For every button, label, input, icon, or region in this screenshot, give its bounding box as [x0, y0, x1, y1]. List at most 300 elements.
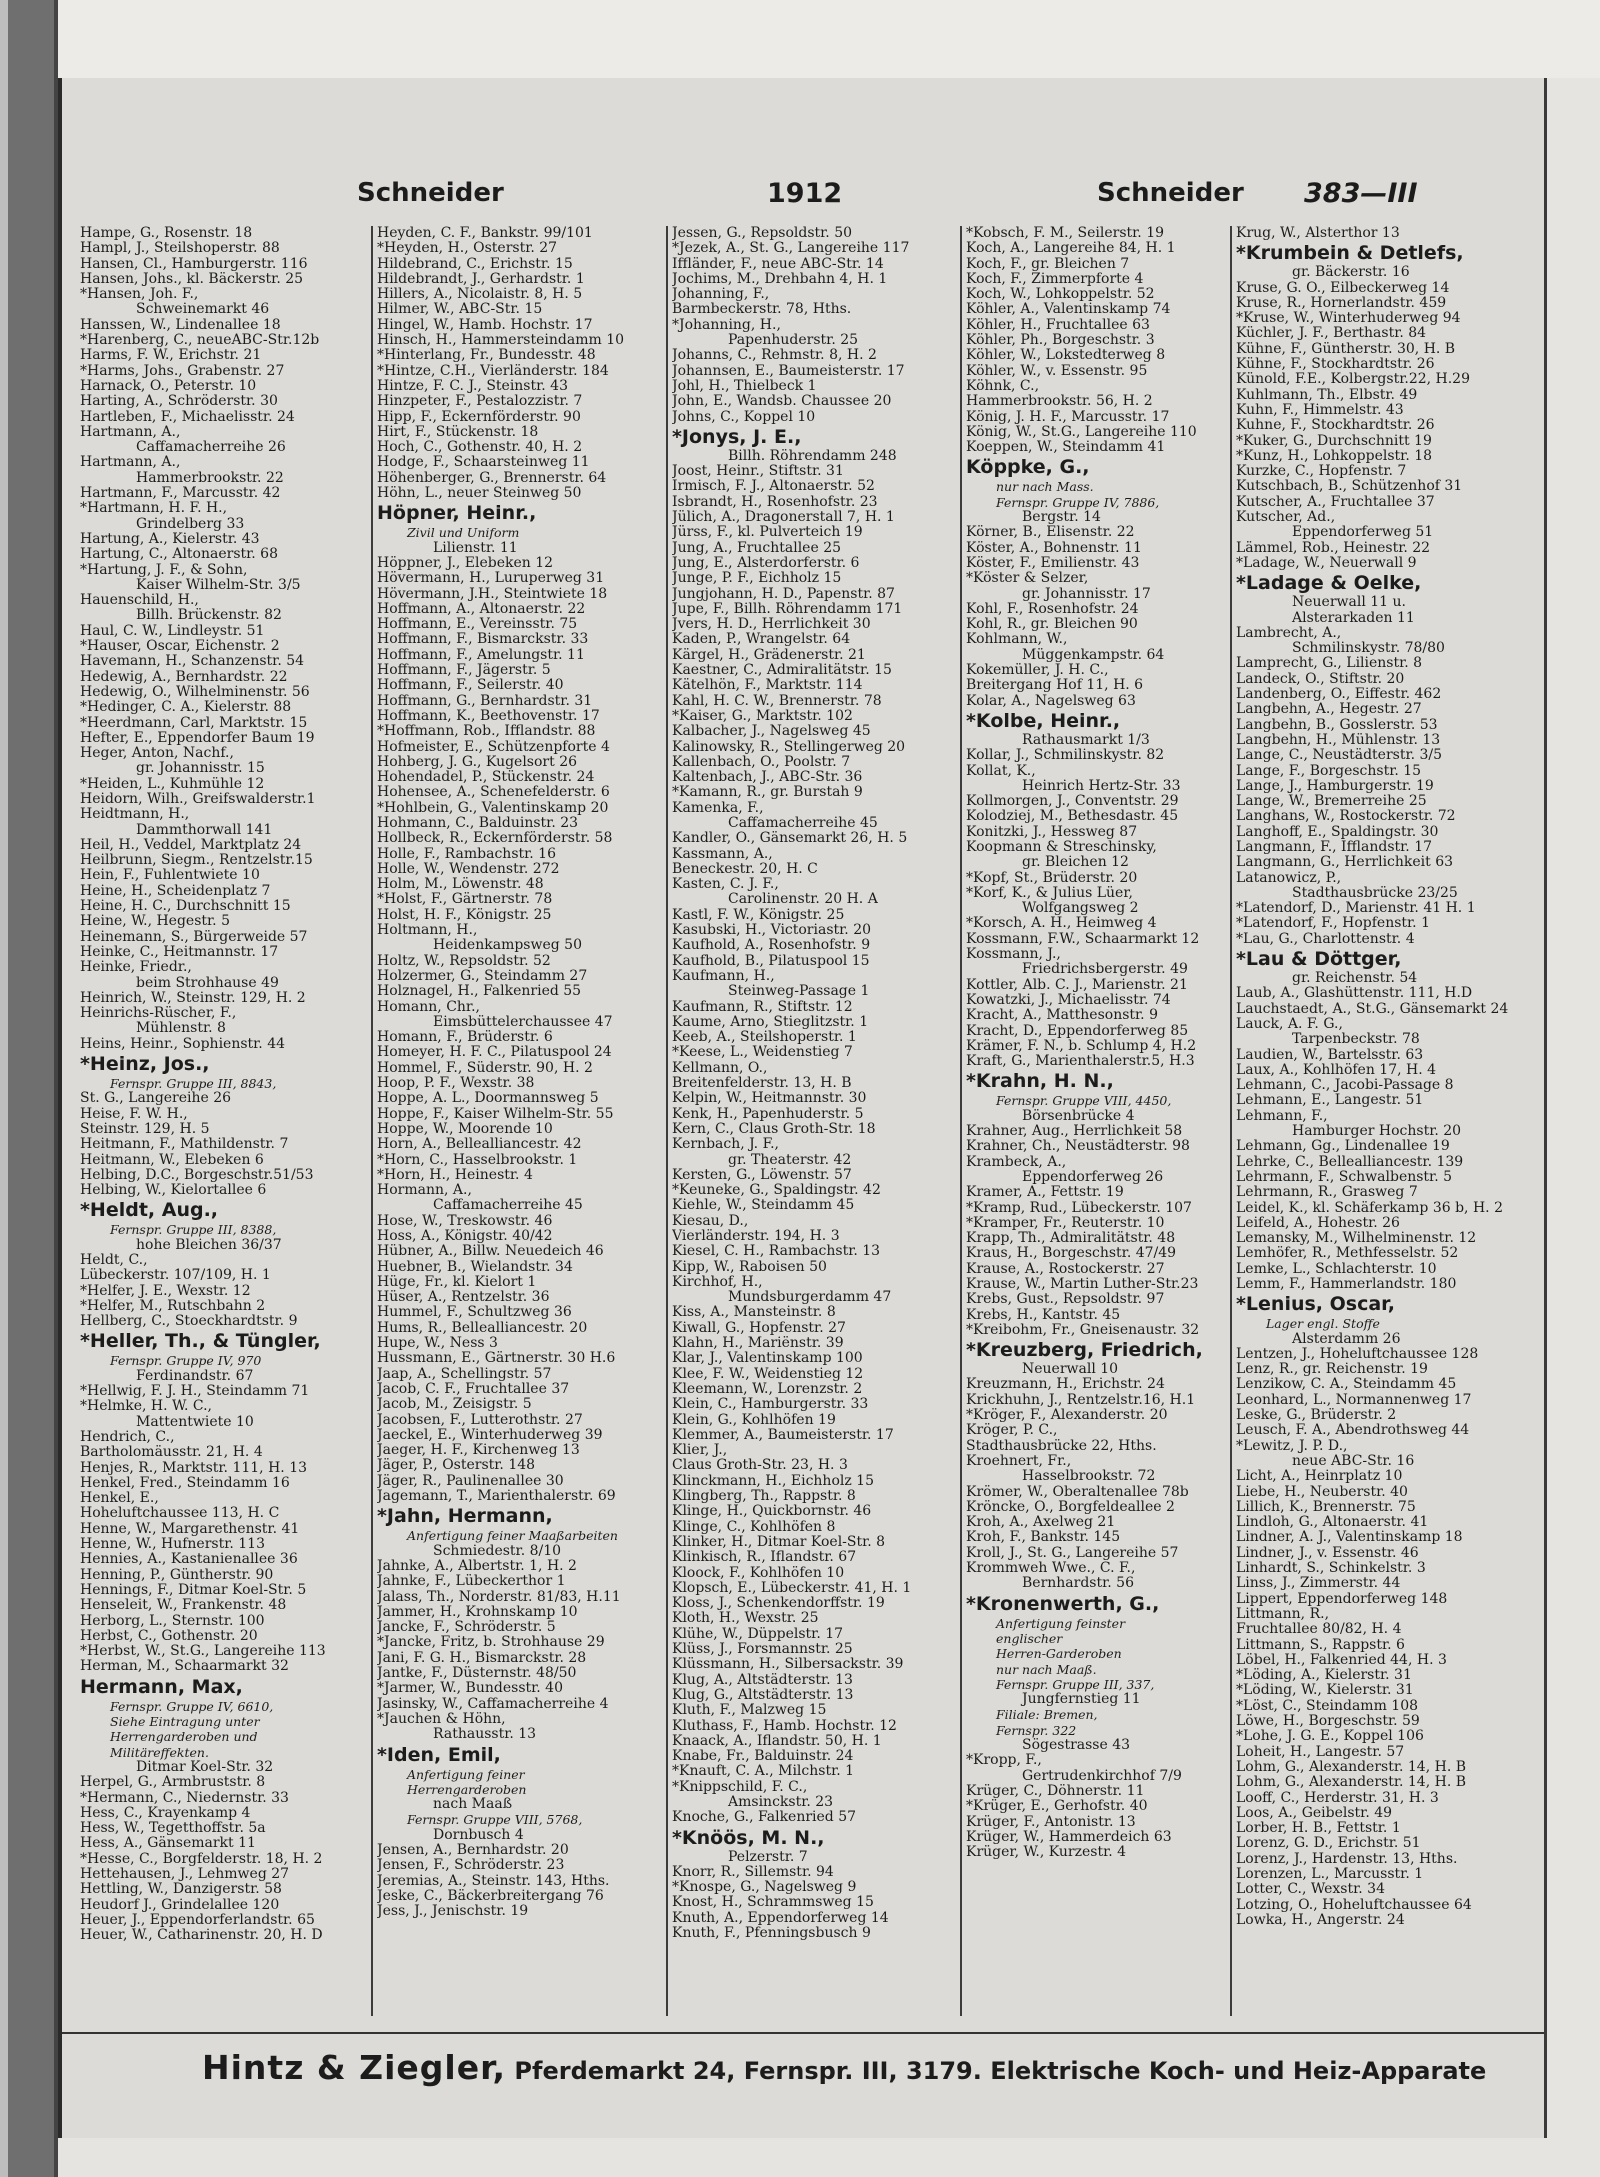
- directory-entry: Barmbeckerstr. 78, Hths.: [672, 302, 852, 318]
- directory-entry: Heilbrunn, Siegm., Rentzelstr.15: [80, 853, 313, 869]
- directory-entry: Liebe, H., Neuberstr. 40: [1236, 1484, 1408, 1500]
- directory-entry: Hefter, E., Eppendorfer Baum 19: [80, 730, 315, 746]
- directory-entry: Kutscher, Ad.,: [1236, 510, 1336, 526]
- directory-entry: Heidenkampsweg 50: [433, 938, 582, 954]
- directory-entry: Kiss, A., Mansteinstr. 8: [672, 1305, 836, 1321]
- directory-entry: Fernspr. Gruppe IV, 7886,: [996, 494, 1160, 510]
- directory-entry: Höppner, J., Elebeken 12: [377, 555, 554, 571]
- directory-entry: Kersten, G., Löwenstr. 57: [672, 1167, 852, 1183]
- directory-entry: Lotter, C., Wexstr. 34: [1236, 1882, 1385, 1898]
- directory-entry: Kracht, D., Eppendorferweg 85: [966, 1023, 1189, 1039]
- directory-entry: Steinweg-Passage 1: [728, 984, 870, 1000]
- directory-entry: Klar, J., Valentinskamp 100: [672, 1351, 863, 1367]
- directory-entry: Hasselbrookstr. 72: [1022, 1469, 1156, 1485]
- directory-entry: *Hoffmann, Rob., Ifflandstr. 88: [377, 724, 596, 740]
- directory-entry: Papenhuderstr. 25: [728, 333, 859, 349]
- directory-entry: Hinsch, H., Hammersteindamm 10: [377, 333, 625, 349]
- directory-entry: *Knippschild, F. C.,: [672, 1779, 808, 1795]
- directory-entry: Kroh, A., Axelweg 21: [966, 1515, 1116, 1531]
- directory-entry: Kohl, R., gr. Bleichen 90: [966, 617, 1138, 633]
- directory-entry: *Jarmer, W., Bundesstr. 40: [377, 1681, 563, 1697]
- page-year: 1912: [767, 178, 843, 209]
- directory-entry: *Jauchen & Höhn,: [377, 1711, 506, 1727]
- directory-entry: Henjes, R., Marktstr. 111, H. 13: [80, 1460, 308, 1476]
- directory-entry: Kruse, G. O., Eilbeckerweg 14: [1236, 280, 1450, 296]
- directory-entry: Langbehn, B., Gosslerstr. 53: [1236, 717, 1438, 733]
- directory-entry: Hampe, G., Rosenstr. 18: [80, 226, 253, 241]
- directory-entry: Krapp, Th., Admiralitätstr. 48: [966, 1231, 1176, 1247]
- directory-entry: Krahner, Ch., Neustädterstr. 98: [966, 1139, 1190, 1155]
- directory-entry: Kloss, J., Schenkendorffstr. 19: [672, 1596, 885, 1612]
- directory-entry: Kluthass, F., Hamb. Hochstr. 12: [672, 1718, 897, 1734]
- directory-entry: Heinrich Hertz-Str. 33: [1022, 778, 1181, 794]
- directory-entry: Hedewig, A., Bernhardstr. 22: [80, 669, 288, 685]
- directory-entry: Krüger, W., Hammerdeich 63: [966, 1829, 1172, 1845]
- directory-entry: Dornbusch 4: [433, 1827, 524, 1843]
- directory-entry: Hampl, J., Steilshoperstr. 88: [80, 241, 280, 257]
- directory-entry: Kärgel, H., Grädenerstr. 21: [672, 647, 866, 663]
- directory-entry: *Kröger, F., Alexanderstr. 20: [966, 1408, 1168, 1424]
- directory-entry: Heitmann, W., Elebeken 6: [80, 1152, 264, 1168]
- directory-entry: Krebs, H., Kantstr. 45: [966, 1307, 1121, 1323]
- directory-entry: Kaufmann, R., Stiftstr. 12: [672, 999, 853, 1015]
- directory-entry: Koopmann & Streschinsky,: [966, 839, 1157, 855]
- directory-entry: *Kopf, St., Brüderstr. 20: [966, 870, 1138, 886]
- directory-entry: *Hauser, Oscar, Eichenstr. 2: [80, 639, 280, 655]
- directory-entry: Hohensee, A., Schenefelderstr. 6: [377, 785, 610, 801]
- directory-entry: Hettehausen, J., Lehmweg 27: [80, 1866, 290, 1882]
- column-2: [377, 226, 663, 2016]
- directory-entry: Landeck, O., Stiftstr. 20: [1236, 671, 1405, 687]
- directory-entry: Jensen, F., Schröderstr. 23: [377, 1858, 565, 1874]
- directory-entry: Pelzerstr. 7: [728, 1849, 808, 1865]
- directory-entry: Siehe Eintragung unter: [110, 1714, 260, 1730]
- directory-entry: Hermann, Max,: [80, 1675, 243, 1698]
- directory-entry: Lotzing, O., Hoheluftchaussee 64: [1236, 1897, 1472, 1913]
- directory-entry: Kuhne, F., Stockhardtstr. 26: [1236, 418, 1435, 434]
- directory-entry: Herrengarderoben und: [110, 1729, 258, 1745]
- directory-entry: Fernspr. Gruppe IV, 6610,: [110, 1698, 274, 1714]
- directory-entry: Lenz, R., gr. Reichenstr. 19: [1236, 1362, 1428, 1378]
- directory-entry: Kossmann, F.W., Schaarmarkt 12: [966, 931, 1200, 947]
- directory-entry: Lemke, L., Schlachterstr. 10: [1236, 1261, 1437, 1277]
- directory-entry: Hammerbrookstr. 56, H. 2: [966, 394, 1153, 410]
- directory-entry: Löwe, H., Borgeschstr. 59: [1236, 1714, 1420, 1730]
- directory-entry: Harms, F. W., Erichstr. 21: [80, 348, 262, 364]
- directory-entry: Neuerwall 10: [1022, 1362, 1119, 1378]
- directory-entry: *Herbst, W., St.G., Langereihe 113: [80, 1644, 326, 1660]
- directory-entry: *Lohe, J. G. E., Koppel 106: [1236, 1729, 1424, 1745]
- directory-entry: Holst, H. F., Königstr. 25: [377, 907, 552, 923]
- directory-entry: Kleemann, W., Lorenzstr. 2: [672, 1381, 863, 1397]
- directory-entry: Küchler, J. F., Berthastr. 84: [1236, 326, 1427, 342]
- directory-entry: Kaufhold, A., Rosenhofstr. 9: [672, 938, 871, 954]
- directory-entry: Latanowicz, P.,: [1236, 870, 1342, 886]
- directory-entry: Koch, A., Langereihe 84, H. 1: [966, 241, 1176, 257]
- directory-entry: *Hansen, Joh. F.,: [80, 287, 199, 303]
- directory-entry: König, W., St.G., Langereihe 110: [966, 424, 1197, 440]
- directory-entry: Lippert, Eppendorferweg 148: [1236, 1591, 1448, 1607]
- directory-entry: Kraft, G., Marienthalerstr.5, H.3: [966, 1054, 1195, 1070]
- directory-entry: *Horn, C., Hasselbrookstr. 1: [377, 1152, 578, 1168]
- directory-entry: *Keese, L., Weidenstieg 7: [672, 1045, 853, 1061]
- directory-entry: Lowka, H., Angerstr. 24: [1236, 1912, 1405, 1928]
- directory-entry: Anfertigung feiner Maaßarbeiten: [407, 1528, 618, 1544]
- directory-entry: Loheit, H., Langestr. 57: [1236, 1744, 1405, 1760]
- directory-entry: Lillich, K., Brennerstr. 75: [1236, 1499, 1416, 1515]
- directory-entry: Kaufmann, H.,: [672, 968, 775, 984]
- directory-entry: *Löding, W., Kielerstr. 31: [1236, 1683, 1414, 1699]
- directory-entry: Kloth, H., Wexstr. 25: [672, 1611, 819, 1627]
- directory-entry: Hillers, A., Nicolaistr. 8, H. 5: [377, 287, 583, 303]
- directory-entry: Hüser, A., Rentzelstr. 36: [377, 1290, 550, 1306]
- directory-entry: Hein, F., Fuhlentwiete 10: [80, 868, 260, 884]
- directory-entry: Hormann, A.,: [377, 1183, 472, 1199]
- column-divider: [666, 226, 668, 2016]
- directory-entry: Helbing, W., Kielortallee 6: [80, 1183, 267, 1199]
- directory-entry: Hoch, C., Gothenstr. 40, H. 2: [377, 440, 583, 456]
- directory-entry: Keeb, A., Steilshoperstr. 1: [672, 1030, 857, 1046]
- directory-entry: Hartmann, A.,: [80, 424, 181, 440]
- directory-entry: Köhnk, C.,: [966, 378, 1040, 394]
- directory-entry: Landenberg, O., Eiffestr. 462: [1236, 687, 1442, 703]
- directory-entry: Fruchtallee 80/82, H. 4: [1236, 1622, 1402, 1638]
- column-3: [672, 226, 958, 2016]
- directory-entry: Kottler, Alb. C. J., Marienstr. 21: [966, 977, 1188, 993]
- directory-entry: Billh. Röhrendamm 248: [728, 448, 897, 464]
- directory-entry: Kröncke, O., Borgfeldeallee 2: [966, 1499, 1175, 1515]
- directory-entry: Kenk, H., Papenhuderstr. 5: [672, 1106, 864, 1122]
- directory-entry: Kuhlmann, Th., Elbstr. 49: [1236, 387, 1418, 403]
- directory-entry: Jammer, H., Krohnskamp 10: [377, 1604, 578, 1620]
- directory-entry: Hodge, F., Schaarsteinweg 11: [377, 455, 590, 471]
- directory-entry: *Jancke, Fritz, b. Strohhause 29: [377, 1635, 605, 1651]
- directory-entry: Lehmann, F.,: [1236, 1108, 1328, 1124]
- directory-entry: Löbel, H., Falkenried 44, H. 3: [1236, 1652, 1447, 1668]
- directory-entry: Kiehle, W., Steindamm 45: [672, 1198, 855, 1214]
- directory-entry: Amsinckstr. 23: [728, 1794, 834, 1810]
- directory-entry: *Knauft, C. A., Milchstr. 1: [672, 1764, 855, 1780]
- directory-entry: Hess, C., Krayenkamp 4: [80, 1805, 251, 1821]
- directory-entry: Köhler, W., v. Essenstr. 95: [966, 363, 1148, 379]
- directory-entry: Isbrandt, H., Rosenhofstr. 23: [672, 494, 878, 510]
- directory-entry: Heine, H. C., Durchschnitt 15: [80, 899, 291, 915]
- directory-entry: Heine, W., Hegestr. 5: [80, 914, 230, 930]
- directory-entry: *Heldt, Aug.,: [80, 1199, 219, 1222]
- directory-entry: *Kropp, F.,: [966, 1753, 1042, 1769]
- directory-entry: Klug, G., Altstädterstr. 13: [672, 1687, 854, 1703]
- directory-entry: Klinkisch, R., Iflandstr. 67: [672, 1550, 857, 1566]
- directory-entry: Schmilinskystr. 78/80: [1292, 641, 1445, 657]
- directory-entry: Huebner, B., Wielandstr. 34: [377, 1259, 573, 1275]
- directory-entry: Jeremias, A., Steinstr. 143, Hths.: [377, 1873, 610, 1889]
- directory-entry: Jantke, F., Düsternstr. 48/50: [377, 1666, 577, 1682]
- directory-entry: Jäger, R., Paulinenallee 30: [377, 1473, 564, 1489]
- directory-entry: *Kolbe, Heinr.,: [966, 709, 1121, 732]
- directory-entry: *Kruse, W., Winterhuderweg 94: [1236, 311, 1461, 327]
- directory-entry: Rathausstr. 13: [433, 1727, 537, 1743]
- directory-entry: Jupe, F., Billh. Röhrendamm 171: [672, 601, 903, 617]
- directory-entry: Henkel, E.,: [80, 1491, 159, 1507]
- directory-entry: gr. Johannisstr. 15: [136, 761, 265, 777]
- directory-entry: Lohm, G., Alexanderstr. 14, H. B: [1236, 1759, 1467, 1775]
- directory-entry: Lange, C., Neustädterstr. 3/5: [1236, 748, 1443, 764]
- directory-entry: *Korf, K., & Julius Lüer,: [966, 885, 1133, 901]
- directory-entry: Kollar, J., Schmilinskystr. 82: [966, 748, 1165, 764]
- directory-entry: Hinzpeter, F., Pestalozzistr. 7: [377, 394, 583, 410]
- directory-entry: Kelpin, W., Heitmannstr. 30: [672, 1091, 867, 1107]
- directory-entry: *Kramper, Fr., Reuterstr. 10: [966, 1215, 1165, 1231]
- directory-entry: Kollat, K.,: [966, 763, 1036, 779]
- directory-entry: Gertrudenkirchhof 7/9: [1022, 1768, 1182, 1784]
- directory-entry: Kruse, R., Hornerlandstr. 459: [1236, 295, 1447, 311]
- directory-entry: Jani, F. G. H., Bismarckstr. 28: [377, 1650, 587, 1666]
- directory-entry: Harting, A., Schröderstr. 30: [80, 394, 278, 410]
- directory-entry: Lehmann, C., Jacobi-Passage 8: [1236, 1078, 1454, 1094]
- directory-entry: Kaume, Arno, Stieglitzstr. 1: [672, 1014, 869, 1030]
- directory-entry: *Knöös, M. N.,: [672, 1826, 825, 1849]
- directory-entry: Kollmorgen, J., Conventstr. 29: [966, 794, 1179, 810]
- directory-entry: Eppendorferweg 51: [1292, 525, 1434, 541]
- directory-entry: Kreuzmann, H., Erichstr. 24: [966, 1377, 1165, 1393]
- directory-entry: Carolinenstr. 20 H. A: [728, 892, 878, 908]
- directory-entry: Hartleben, F., Michaelisstr. 24: [80, 409, 295, 425]
- directory-entry: *Köster & Selzer,: [966, 571, 1089, 587]
- directory-entry: Lorenz, J., Hardenstr. 13, Hths.: [1236, 1851, 1458, 1867]
- directory-entry: Knuth, A., Eppendorferweg 14: [672, 1910, 889, 1926]
- directory-entry: Hofmeister, E., Schützenpforte 4: [377, 739, 610, 755]
- directory-entry: Jacobsen, F., Lutterothstr. 27: [377, 1412, 583, 1428]
- directory-entry: Hellberg, C., Stoeckhardtstr. 9: [80, 1314, 298, 1330]
- directory-entry: Hirt, F., Stückenstr. 18: [377, 424, 539, 440]
- directory-entry: Hettling, W., Danzigerstr. 58: [80, 1882, 282, 1898]
- directory-entry: Herman, M., Schaarmarkt 32: [80, 1659, 289, 1675]
- directory-entry: Hartung, C., Altonaerstr. 68: [80, 547, 278, 563]
- directory-entry: Fernspr. Gruppe III, 337,: [996, 1676, 1155, 1692]
- directory-entry: *Kronenwerth, G.,: [966, 1592, 1160, 1615]
- directory-entry: Hövermann, H., Luruperweg 31: [377, 571, 605, 587]
- directory-entry: *Hedinger, C. A., Kielerstr. 88: [80, 700, 292, 716]
- directory-entry: Krahner, Aug., Herrlichkeit 58: [966, 1124, 1183, 1140]
- directory-entry: Müggenkampstr. 64: [1022, 647, 1165, 663]
- directory-entry: *Kuker, G., Durchschnitt 19: [1236, 433, 1432, 449]
- directory-entry: Hendrich, C.,: [80, 1429, 175, 1445]
- directory-entry: Jasinsky, W., Caffamacherreihe 4: [377, 1696, 609, 1712]
- directory-entry: *Helfer, M., Rutschbahn 2: [80, 1298, 266, 1314]
- directory-entry: Kellmann, O.,: [672, 1060, 768, 1076]
- page-header: [62, 178, 1544, 218]
- directory-entry: Klinker, H., Ditmar Koel-Str. 8: [672, 1534, 886, 1550]
- directory-entry: Jvers, H. D., Herrlichkeit 30: [672, 617, 871, 633]
- directory-entry: Laudien, W., Bartelsstr. 63: [1236, 1047, 1424, 1063]
- directory-entry: Johannsen, E., Baumeisterstr. 17: [672, 363, 905, 379]
- directory-entry: Lemm, F., Hammerlandstr. 180: [1236, 1277, 1457, 1292]
- directory-entry: Hoss, A., Königstr. 40/42: [377, 1229, 553, 1244]
- directory-entry: Kaestner, C., Admiralitätstr. 15: [672, 663, 892, 679]
- directory-entry: *Knospe, G., Nagelsweg 9: [672, 1880, 857, 1896]
- directory-entry: Holle, W., Wendenstr. 272: [377, 861, 560, 877]
- directory-entry: Bartholomäusstr. 21, H. 4: [80, 1445, 263, 1461]
- directory-entry: Claus Groth-Str. 23, H. 3: [672, 1458, 848, 1474]
- directory-entry: Klahn, H., Mariënstr. 39: [672, 1336, 844, 1352]
- directory-entry: Klinckmann, H., Eichholz 15: [672, 1473, 874, 1489]
- directory-entry: *Lau, G., Charlottenstr. 4: [1236, 931, 1415, 947]
- directory-entry: *Hohlbein, G., Valentinskamp 20: [377, 800, 609, 816]
- directory-entry: Leifeld, A., Hohestr. 26: [1236, 1215, 1400, 1231]
- directory-entry: Langmann, F., Ifflandstr. 17: [1236, 839, 1433, 855]
- directory-entry: Kasubski, H., Victoriastr. 20: [672, 923, 872, 939]
- directory-entry: *Kobsch, F. M., Seilerstr. 19: [966, 226, 1165, 241]
- directory-entry: *Latendorf, F., Hopfenstr. 1: [1236, 916, 1430, 932]
- directory-entry: Heinke, Friedr.,: [80, 960, 192, 976]
- directory-entry: Holm, M., Löwenstr. 48: [377, 877, 544, 893]
- directory-entry: Hohendadel, P., Stückenstr. 24: [377, 770, 595, 786]
- directory-entry: Kossmann, J.,: [966, 947, 1061, 963]
- directory-entry: Filiale: Bremen,: [996, 1707, 1098, 1723]
- directory-entry: Havemann, H., Schanzenstr. 54: [80, 654, 305, 670]
- directory-entry: Jochims, M., Drehbahn 4, H. 1: [672, 271, 888, 287]
- directory-entry: Dammthorwall 141: [136, 822, 273, 838]
- directory-entry: Kühne, F., Güntherstr. 30, H. B: [1236, 341, 1456, 357]
- directory-entry: Lindner, J., v. Essenstr. 46: [1236, 1545, 1419, 1561]
- directory-entry: *Kaiser, G., Marktstr. 102: [672, 708, 853, 724]
- directory-entry: Lemhöfer, R., Methfesselstr. 52: [1236, 1246, 1459, 1262]
- directory-entry: *Harms, Johs., Grabenstr. 27: [80, 363, 285, 379]
- directory-entry: Hoppe, W., Moorende 10: [377, 1121, 553, 1137]
- directory-entry: Hommel, F., Süderstr. 90, H. 2: [377, 1060, 593, 1076]
- directory-entry: Heuer, W., Catharinenstr. 20, H. D: [80, 1928, 323, 1944]
- directory-entry: Kramer, A., Fettstr. 19: [966, 1185, 1124, 1201]
- directory-entry: Breitergang Hof 11, H. 6: [966, 678, 1144, 694]
- directory-entry: Hummel, F., Schultzweg 36: [377, 1305, 572, 1321]
- directory-entry: Hoffmann, F., Bismarckstr. 33: [377, 632, 589, 648]
- directory-entry: Beneckestr. 20, H. C: [672, 861, 818, 877]
- directory-entry: Jürss, F., kl. Pulverteich 19: [672, 525, 863, 541]
- directory-entry: *Heerdmann, Carl, Marktstr. 15: [80, 715, 308, 731]
- directory-entry: Hanssen, W., Lindenallee 18: [80, 317, 281, 333]
- directory-entry: Knaack, A., Iflandstr. 50, H. 1: [672, 1733, 882, 1749]
- directory-entry: Lange, W., Bremerreihe 25: [1236, 794, 1427, 810]
- directory-entry: Jaeger, H. F., Kirchenweg 13: [377, 1443, 580, 1459]
- directory-entry: Krämer, F. N., b. Schlump 4, H.2: [966, 1038, 1197, 1054]
- directory-entry: Kandler, O., Gänsemarkt 26, H. 5: [672, 831, 908, 847]
- directory-entry: Hildebrand, C., Erichstr. 15: [377, 256, 573, 272]
- directory-entry: *Hermann, C., Niedernstr. 33: [80, 1790, 289, 1806]
- directory-entry: *Heyden, H., Osterstr. 27: [377, 241, 558, 257]
- directory-entry: Ferdinandstr. 67: [136, 1368, 254, 1384]
- directory-entry: Heger, Anton, Nachf.,: [80, 746, 234, 762]
- directory-entry: Littmann, R.,: [1236, 1606, 1330, 1622]
- directory-entry: Köster, F., Emilienstr. 43: [966, 555, 1140, 571]
- directory-entry: Kutscher, A., Fruchtallee 37: [1236, 494, 1435, 510]
- directory-entry: Lindner, A. J., Valentinskamp 18: [1236, 1530, 1463, 1546]
- directory-entry: Schweinemarkt 46: [136, 302, 270, 318]
- directory-entry: Herbst, C., Gothenstr. 20: [80, 1628, 258, 1644]
- directory-entry: *Hellwig, F. J. H., Steindamm 71: [80, 1384, 310, 1400]
- directory-entry: Knorr, R., Sillemstr. 94: [672, 1864, 834, 1880]
- directory-entry: Leske, G., Brüderstr. 2: [1236, 1408, 1397, 1424]
- directory-entry: Hoffmann, F., Jägerstr. 5: [377, 663, 551, 679]
- directory-entry: Kolodziej, M., Bethesdastr. 45: [966, 809, 1179, 825]
- directory-entry: Fernspr. Gruppe III, 8843,: [110, 1076, 277, 1092]
- directory-entry: Lamprecht, G., Lilienstr. 8: [1236, 656, 1423, 672]
- directory-entry: Hüge, Fr., kl. Kielort 1: [377, 1274, 537, 1290]
- directory-entry: *Jonys, J. E.,: [672, 425, 802, 448]
- directory-entry: Caffamacherreihe 26: [136, 440, 286, 456]
- directory-entry: Lenzikow, C. A., Steindamm 45: [1236, 1377, 1457, 1393]
- directory-entry: Kloock, F., Kohlhöfen 10: [672, 1565, 845, 1581]
- directory-entry: *Krüger, E., Gerhofstr. 40: [966, 1799, 1148, 1815]
- column-divider: [371, 226, 373, 2016]
- directory-entry: Breitenfelderstr. 13, H. B: [672, 1076, 852, 1092]
- directory-entry: Johl, H., Thielbeck 1: [672, 378, 817, 394]
- directory-entry: Jung, A., Fruchtallee 25: [672, 540, 842, 556]
- directory-entry: *Korsch, A. H., Heimweg 4: [966, 916, 1157, 932]
- directory-entry: Lehmann, Gg., Lindenallee 19: [1236, 1139, 1450, 1155]
- directory-entry: Hedewig, O., Wilhelminenstr. 56: [80, 684, 310, 700]
- directory-entry: Heil, H., Veddel, Marktplatz 24: [80, 837, 302, 853]
- directory-entry: Helbing, D.C., Borgeschstr.51/53: [80, 1167, 314, 1183]
- directory-entry: Hose, W., Treskowstr. 46: [377, 1213, 553, 1229]
- directory-entry: gr. Bleichen 12: [1022, 855, 1129, 871]
- directory-entry: *Heller, Th., & Tüngler,: [80, 1330, 321, 1353]
- directory-entry: Henseleit, W., Frankenstr. 48: [80, 1598, 287, 1614]
- directory-entry: gr. Reichenstr. 54: [1292, 971, 1418, 987]
- directory-entry: Kohl, F., Rosenhofstr. 24: [966, 601, 1139, 617]
- directory-entry: Klüssmann, H., Silbersackstr. 39: [672, 1657, 904, 1673]
- directory-entry: Holznagel, H., Falkenried 55: [377, 984, 582, 1000]
- directory-entry: Heins, Heinr., Sophienstr. 44: [80, 1036, 286, 1052]
- directory-entry: Wolfgangsweg 2: [1022, 901, 1139, 917]
- running-head-left: Schneider: [357, 178, 504, 208]
- directory-entry: *Lenius, Oscar,: [1236, 1293, 1395, 1316]
- directory-entry: Jaap, A., Schellingstr. 57: [377, 1366, 552, 1382]
- directory-entry: gr. Johannisstr. 17: [1022, 586, 1151, 602]
- directory-entry: Jaeckel, E., Winterhuderweg 39: [377, 1427, 603, 1443]
- directory-entry: Kolar, A., Nagelsweg 63: [966, 693, 1136, 709]
- directory-entry: Hingel, W., Hamb. Hochstr. 17: [377, 317, 593, 333]
- directory-entry: Hamburger Hochstr. 20: [1292, 1124, 1462, 1140]
- directory-entry: Langbehn, A., Hegestr. 27: [1236, 702, 1422, 718]
- directory-entry: *Hartmann, H. F. H.,: [80, 501, 228, 517]
- directory-entry: Hennies, A., Kastanienallee 36: [80, 1552, 298, 1568]
- directory-entry: Börsenbrücke 4: [1022, 1108, 1135, 1124]
- directory-entry: Heyden, C. F., Bankstr. 99/101: [377, 226, 593, 241]
- directory-entry: Leonhard, L., Normannenweg 17: [1236, 1392, 1472, 1408]
- directory-entry: Kiwall, G., Hopfenstr. 27: [672, 1320, 846, 1336]
- scanner-edge: [0, 0, 8, 2177]
- directory-entry: Knabe, Fr., Balduinstr. 24: [672, 1749, 854, 1765]
- directory-entry: Schmiedestr. 8/10: [433, 1543, 562, 1559]
- directory-entry: Johns, C., Koppel 10: [672, 409, 816, 425]
- directory-entry: Horn, A., Bellealliancestr. 42: [377, 1137, 582, 1153]
- directory-entry: Hupe, W., Ness 3: [377, 1336, 498, 1352]
- directory-entry: Kaden, P., Wrangelstr. 64: [672, 632, 851, 648]
- directory-entry: Kiesel, C. H., Rambachstr. 13: [672, 1244, 881, 1260]
- directory-entry: Knuth, F., Pfenningsbusch 9: [672, 1926, 871, 1942]
- directory-entry: Kätelhön, F., Marktstr. 114: [672, 678, 863, 694]
- directory-entry: Holzermer, G., Steindamm 27: [377, 968, 588, 984]
- directory-entry: Klinge, C., Kohlhöfen 8: [672, 1519, 836, 1535]
- directory-entry: Krebs, Gust., Repsoldstr. 97: [966, 1292, 1165, 1308]
- directory-entry: Mundsburgerdamm 47: [728, 1290, 892, 1306]
- directory-entry: Lorber, H. B., Fettstr. 1: [1236, 1821, 1401, 1837]
- directory-entry: Lorenz, G. D., Erichstr. 51: [1236, 1836, 1421, 1852]
- directory-entry: *Ladage & Oelke,: [1236, 572, 1422, 595]
- directory-entry: Kroehnert, Fr.,: [966, 1453, 1072, 1469]
- directory-entry: Lemansky, M., Wilhelminenstr. 12: [1236, 1231, 1477, 1247]
- directory-entry: Homeyer, H. F. C., Pilatuspool 24: [377, 1045, 612, 1061]
